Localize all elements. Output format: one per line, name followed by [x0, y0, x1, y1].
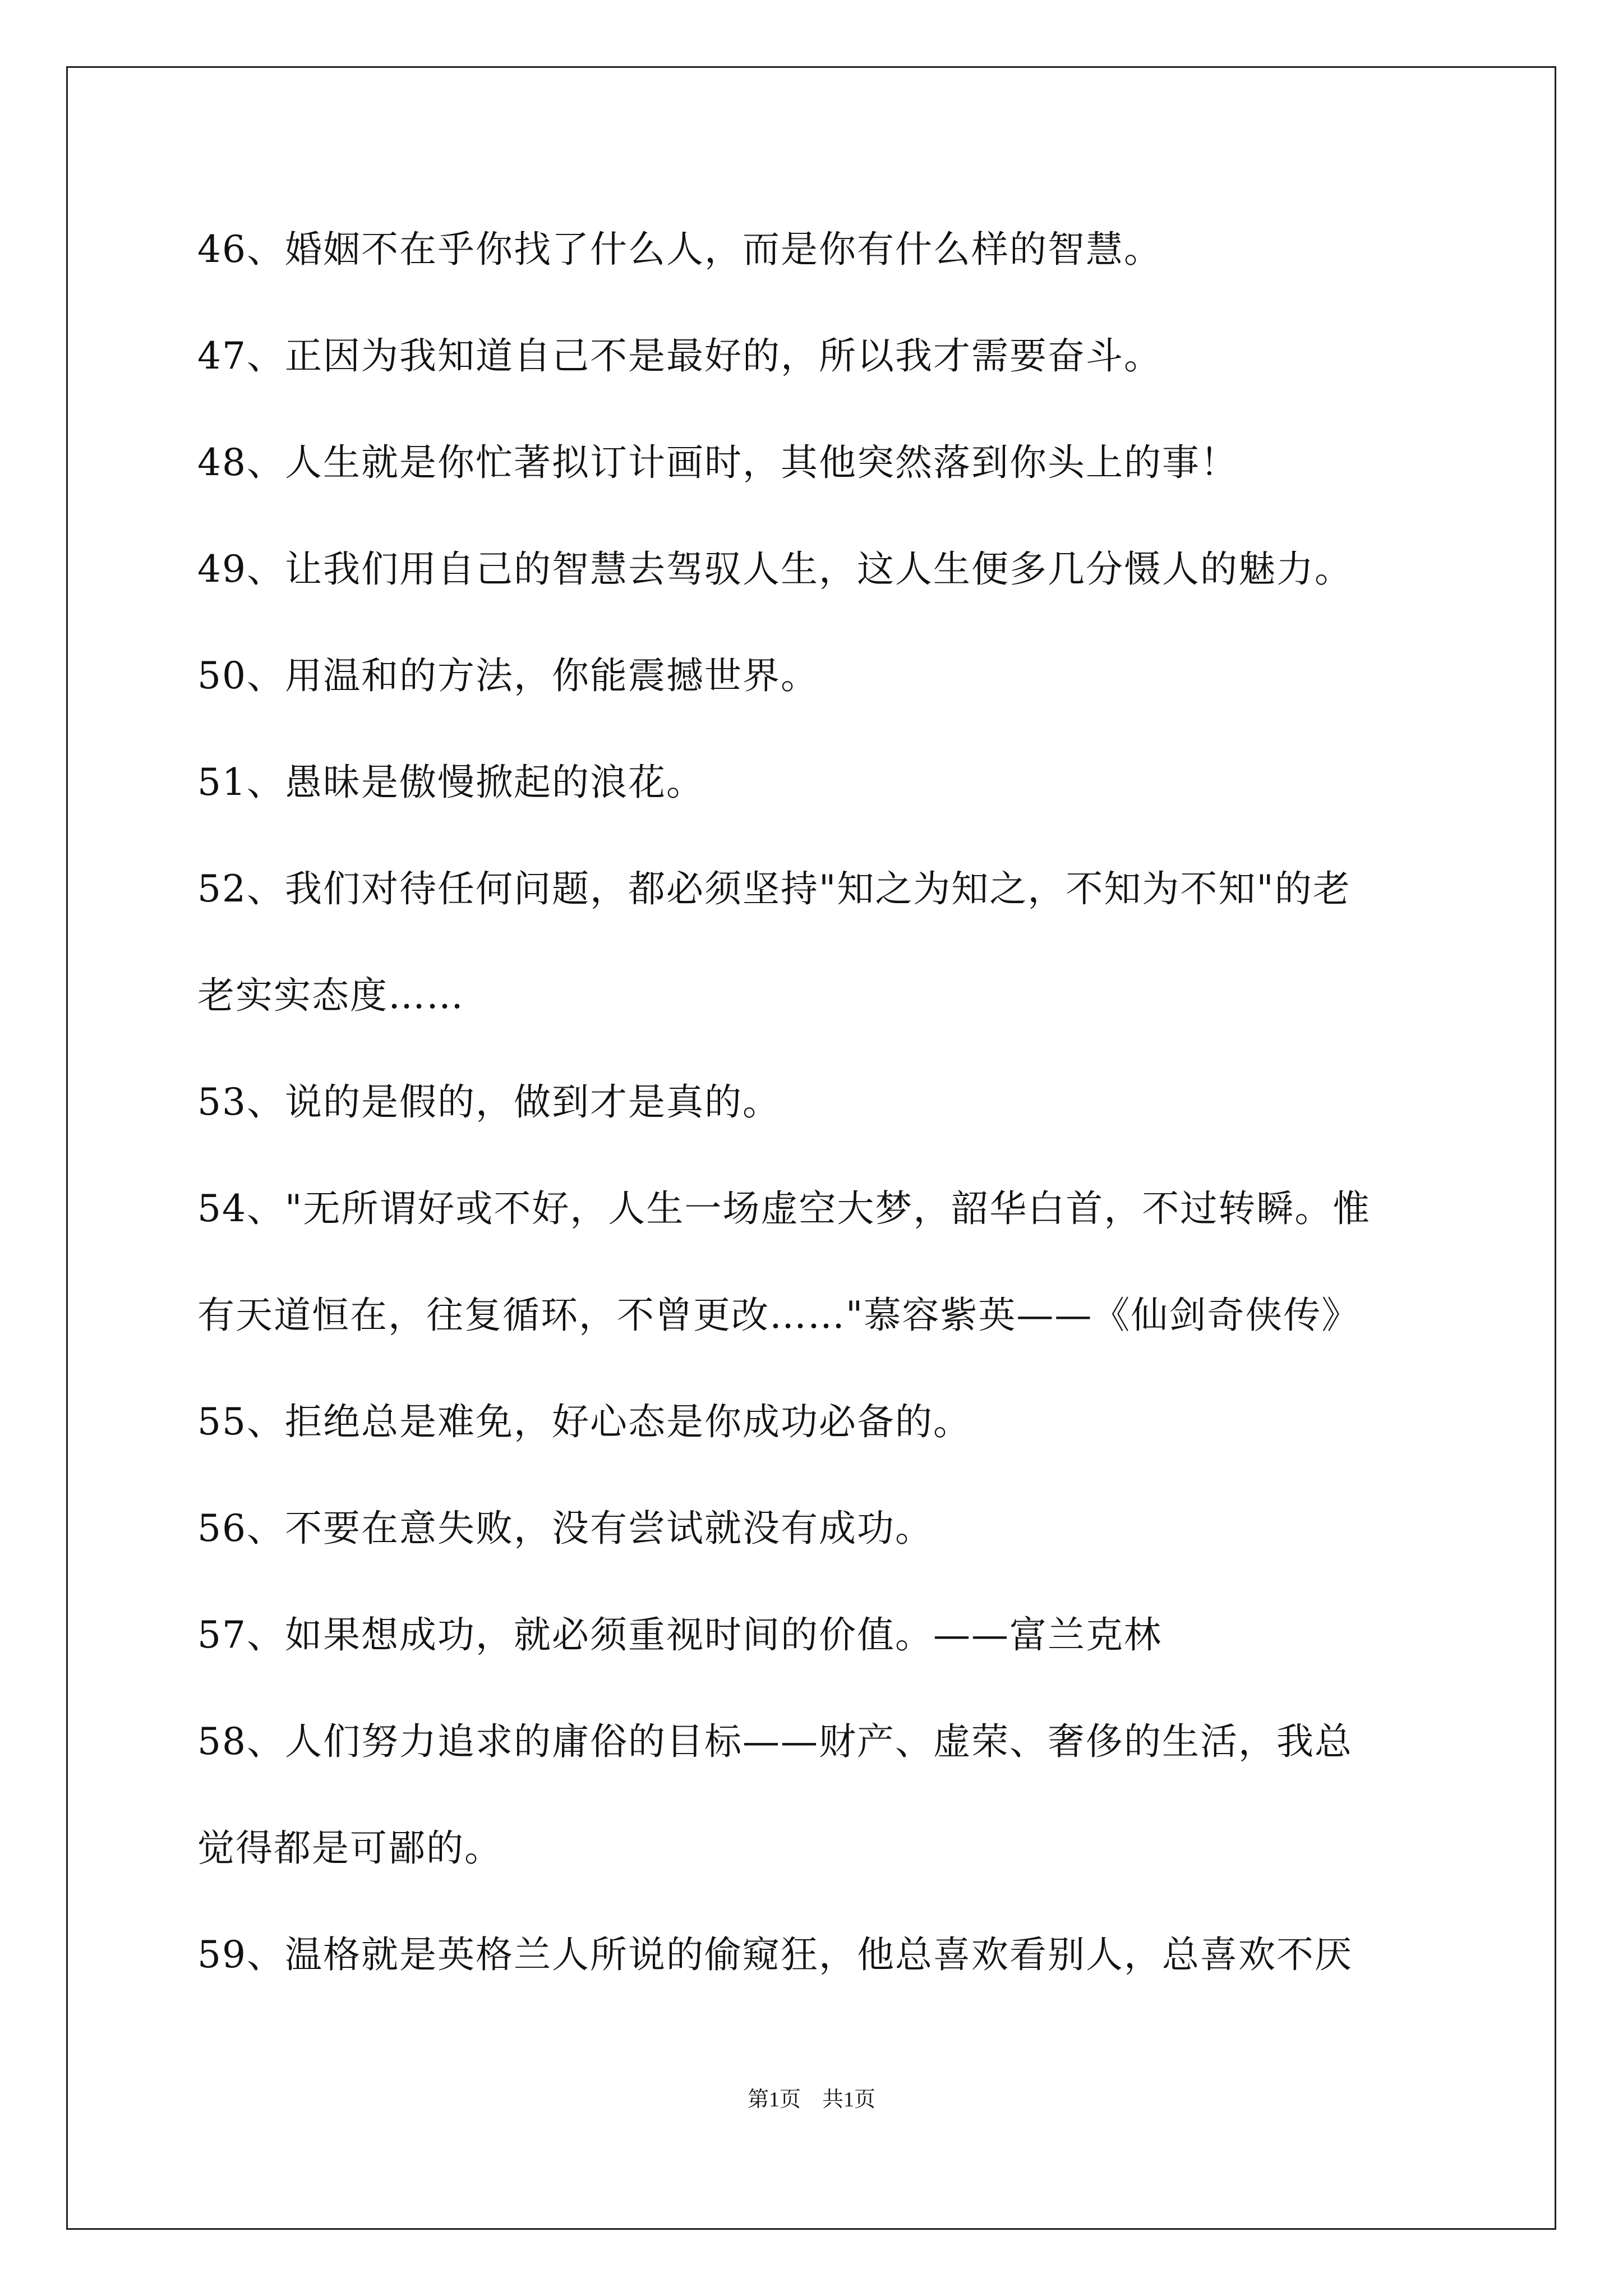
text-line: 48、人生就是你忙著拟订计画时，其他突然落到你头上的事！: [197, 441, 1238, 484]
text-line: 47、正因为我知道自己不是最好的，所以我才需要奋斗。: [197, 334, 1162, 378]
text-line: 老实实态度……: [197, 974, 464, 1017]
page-footer: 第1页 共1页: [747, 2088, 875, 2111]
text-line: 49、让我们用自己的智慧去驾驭人生，这人生便多几分慑人的魅力。: [197, 547, 1353, 591]
text-line: 58、人们努力追求的庸俗的目标——财产、虚荣、奢侈的生活，我总: [197, 1720, 1353, 1763]
page-border: [66, 66, 1556, 2230]
text-line: 53、说的是假的，做到才是真的。: [197, 1080, 781, 1124]
text-line: 57、如果想成功，就必须重视时间的价值。——富兰克林: [197, 1613, 1162, 1657]
text-line: 55、拒绝总是难免，好心态是你成功必备的。: [197, 1400, 971, 1443]
text-line: 觉得都是可鄙的。: [197, 1826, 502, 1870]
text-line: 有天道恒在，往复循环，不曾更改……"慕容紫英——《仙剑奇侠传》: [197, 1294, 1360, 1337]
text-line: 56、不要在意失败，没有尝试就没有成功。: [197, 1507, 933, 1550]
text-line: 54、"无所谓好或不好，人生一场虚空大梦，韶华白首，不过转瞬。惟: [197, 1187, 1371, 1230]
text-line: 51、愚昧是傲慢掀起的浪花。: [197, 761, 704, 804]
text-line: 52、我们对待任何问题，都必须坚持"知之为知之，不知为不知"的老: [197, 867, 1351, 910]
text-line: 46、婚姻不在乎你找了什么人，而是你有什么样的智慧。: [197, 228, 1162, 271]
text-line: 50、用温和的方法，你能震撼世界。: [197, 654, 819, 697]
text-line: 59、温格就是英格兰人所说的偷窥狂，他总喜欢看别人，总喜欢不厌: [197, 1933, 1353, 1976]
